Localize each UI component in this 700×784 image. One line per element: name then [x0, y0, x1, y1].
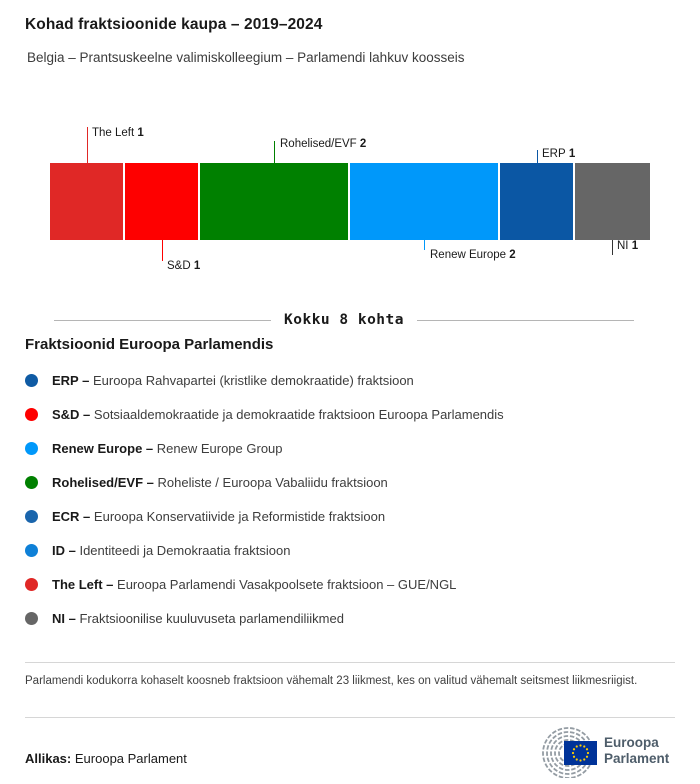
- group-color-dot: [25, 544, 38, 557]
- callout-line-greens-efa: [274, 141, 275, 163]
- source-value: Euroopa Parlament: [74, 751, 187, 766]
- group-name: ERP: [542, 148, 566, 160]
- callout-line-renew-europe: [424, 240, 425, 250]
- callout-line-the-left: [87, 127, 88, 163]
- group-color-dot: [25, 510, 38, 523]
- seat-count: 2: [509, 249, 516, 261]
- divider-bottom: [25, 717, 675, 718]
- callout-line-sd: [162, 240, 163, 261]
- group-description: Renew Europe Group: [156, 440, 283, 456]
- page-subtitle: Belgia – Prantsuskeelne valimiskolleegium – Parlamendi lahkuv koosseis: [27, 50, 465, 65]
- callout-label-sd: [167, 260, 200, 272]
- seats-stacked-bar: [50, 163, 650, 240]
- legend-text: [52, 543, 290, 558]
- group-color-dot: [25, 476, 38, 489]
- group-color-dot: [25, 578, 38, 591]
- eu-flag-icon: [564, 741, 597, 765]
- footnote-text: Parlamendi kodukorra kohaselt koosneb fraktsioon vähemalt 23 liikmest, kes on valitud vähemalt seitsmest liikmesriigist.: [25, 675, 638, 687]
- legend-item-renew: [25, 440, 504, 456]
- group-color-dot: [25, 442, 38, 455]
- legend-item-ni: [25, 610, 504, 626]
- legend-text: [52, 611, 344, 626]
- legend-list: [25, 372, 504, 644]
- legend-item-greens-efa: [25, 474, 504, 490]
- callout-label-the-left: [92, 127, 144, 139]
- legend-text: [52, 577, 456, 592]
- legend-text: [52, 509, 385, 524]
- callout-label-renew-europe: [430, 249, 516, 261]
- callout-line-epp: [537, 150, 538, 163]
- legend-item-the-left: [25, 576, 504, 592]
- seat-count: 2: [359, 138, 367, 150]
- source-line: [25, 751, 187, 766]
- callout-label-ni: [617, 240, 638, 252]
- divider-rule-right: [417, 320, 634, 321]
- group-color-dot: [25, 612, 38, 625]
- group-abbr: Rohelised/EVF –: [52, 474, 154, 490]
- group-color-dot: [25, 374, 38, 387]
- bar-segment-greens-efa: [200, 163, 350, 240]
- group-name: Rohelised/EVF: [280, 138, 357, 150]
- seat-count: 1: [631, 240, 639, 252]
- source-label: Allikas:: [25, 751, 72, 766]
- legend-heading: Fraktsioonid Euroopa Parlamendis: [25, 336, 274, 353]
- hemicycle-icon: [528, 726, 604, 778]
- group-abbr: NI –: [52, 610, 76, 626]
- legend-item-id: [25, 542, 504, 558]
- logo-word-2: Parlament: [604, 751, 670, 766]
- callout-line-ni: [612, 240, 613, 255]
- group-abbr: ECR –: [52, 508, 91, 524]
- divider-rule-left: [54, 320, 271, 321]
- seat-count: 1: [137, 127, 144, 139]
- european-parliament-logo: [528, 726, 678, 778]
- page-title: Kohad fraktsioonide kaupa – 2019–2024: [25, 16, 323, 33]
- legend-item-epp: [25, 372, 504, 388]
- legend-text: [52, 475, 388, 490]
- group-description: Identiteedi ja Demokraatia fraktsioon: [79, 542, 291, 558]
- bar-segment-the-left: [50, 163, 125, 240]
- divider-top: [25, 662, 675, 663]
- group-abbr: ERP –: [52, 372, 90, 388]
- callout-label-greens-efa: [280, 138, 366, 150]
- group-name: Renew Europe: [430, 249, 507, 261]
- bar-segment-ni: [575, 163, 650, 240]
- group-name: NI: [617, 240, 629, 252]
- group-description: Euroopa Parlamendi Vasakpoolsete fraktsioon – GUE/NGL: [117, 576, 457, 592]
- bar-segment-sd: [125, 163, 200, 240]
- group-description: Fraktsioonilise kuuluvuseta parlamendiliikmed: [79, 610, 344, 626]
- legend-text: [52, 441, 283, 456]
- bar-segment-renew-europe: [350, 163, 500, 240]
- seat-count: 1: [193, 260, 201, 272]
- group-description: Euroopa Konservatiivide ja Reformistide fraktsioon: [93, 508, 386, 524]
- group-description: Euroopa Rahvapartei (kristlike demokraatide) fraktsioon: [92, 372, 414, 388]
- total-seats-label: Kokku 8 kohta: [284, 312, 404, 328]
- group-abbr: S&D –: [52, 406, 91, 422]
- group-abbr: ID –: [52, 542, 76, 558]
- group-name: S&D: [167, 260, 191, 272]
- legend-item-ecr: [25, 508, 504, 524]
- group-abbr: Renew Europe –: [52, 440, 154, 456]
- legend-text: [52, 373, 414, 388]
- logo-wordmark: [604, 735, 669, 767]
- legend-text: [52, 407, 504, 422]
- seat-count: 1: [568, 148, 576, 160]
- group-name: The Left: [92, 127, 135, 139]
- group-color-dot: [25, 408, 38, 421]
- logo-word-1: Euroopa: [604, 735, 659, 750]
- total-seats-divider: [54, 312, 634, 328]
- callout-label-epp: [542, 148, 575, 160]
- group-description: Sotsiaaldemokraatide ja demokraatide fraktsioon Euroopa Parlamendis: [93, 406, 504, 422]
- group-abbr: The Left –: [52, 576, 114, 592]
- group-description: Roheliste / Euroopa Vabaliidu fraktsioon: [157, 474, 388, 490]
- bar-segment-epp: [500, 163, 575, 240]
- legend-item-sd: [25, 406, 504, 422]
